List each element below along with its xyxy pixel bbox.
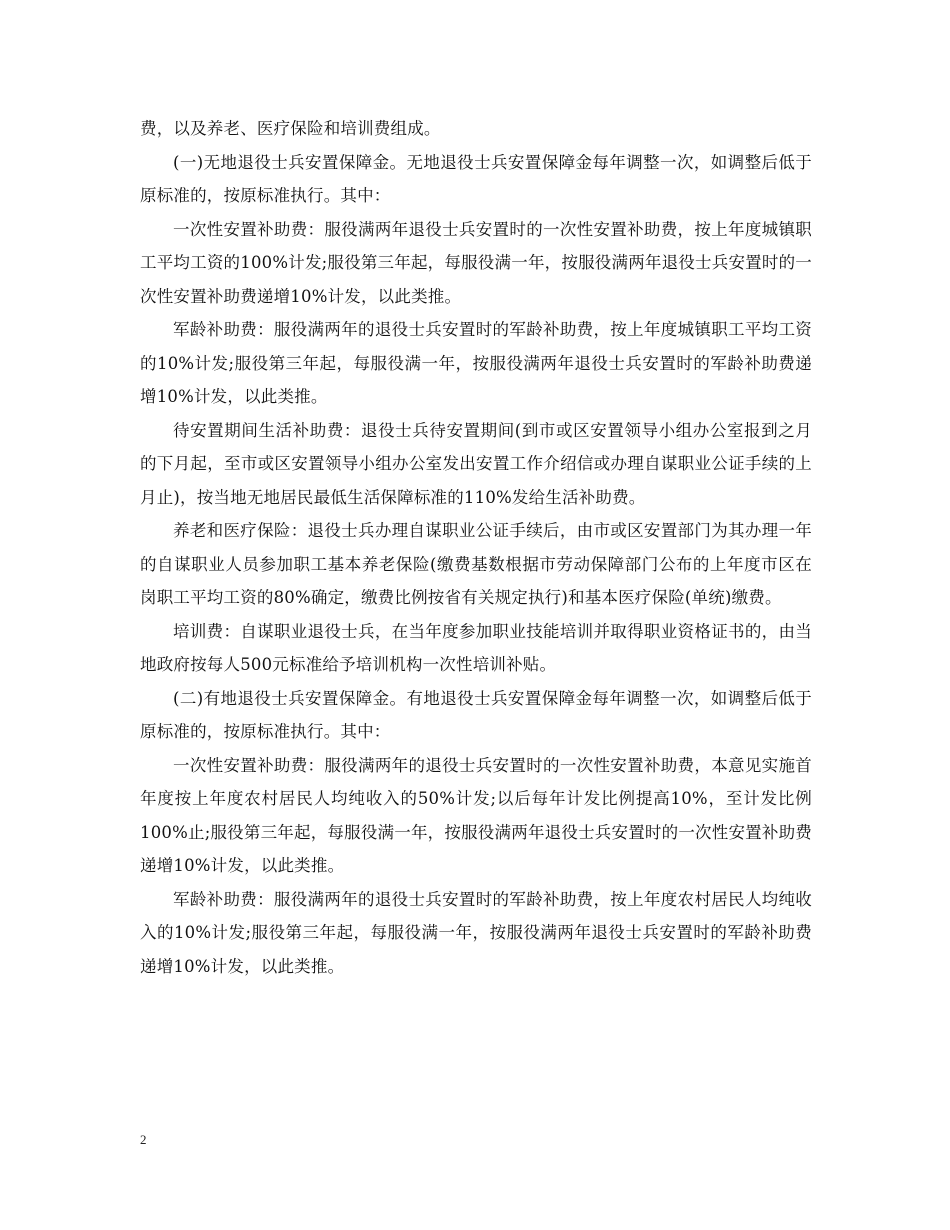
- paragraph-one-time-subsidy-urban: 一次性安置补助费：服役满两年退役士兵安置时的一次性安置补助费，按上年度城镇职工平均工资的100%计发;服役第三年起，每服役满一年，按服役满两年退役士兵安置时的一次性安置补助费递增10%计发，以此类推。: [140, 219, 812, 306]
- paragraph-section-1-heading: (一)无地退役士兵安置保障金。无地退役士兵安置保障金每年调整一次，如调整后低于原标准的，按原标准执行。其中：: [140, 152, 812, 205]
- paragraph-continuation: 费，以及养老、医疗保险和培训费组成。: [140, 119, 441, 138]
- paragraph-service-subsidy-rural: 军龄补助费：服役满两年的退役士兵安置时的军龄补助费，按上年度农村居民人均纯收入的10%计发;服役第三年起，每服役满一年，按服役满两年退役士兵安置时的军龄补助费递增10%计发，以此类推。: [140, 889, 812, 976]
- paragraph-service-subsidy-urban: 军龄补助费：服役满两年的退役士兵安置时的军龄补助费，按上年度城镇职工平均工资的10%计发;服役第三年起，每服役满一年，按服役满两年退役士兵安置时的军龄补助费递增10%计发，以此类推。: [140, 320, 812, 406]
- document-body: [140, 112, 812, 983]
- paragraph-section-2-heading: (二)有地退役士兵安置保障金。有地退役士兵安置保障金每年调整一次，如调整后低于原标准的，按原标准执行。其中：: [140, 688, 812, 741]
- paragraph-pension-medical: 养老和医疗保险：退役士兵办理自谋职业公证手续后，由市或区安置部门为其办理一年的自谋职业人员参加职工基本养老保险(缴费基数根据市劳动保障部门公布的上年度市区在岗职工平均工资的80%确定，缴费比例按省有关规定执行)和基本医疗保险(单统)缴费。: [140, 521, 812, 607]
- paragraph-training-fee: 培训费：自谋职业退役士兵，在当年度参加职业技能培训并取得职业资格证书的，由当地政府按每人500元标准给予培训机构一次性培训补贴。: [140, 621, 812, 674]
- paragraph-living-subsidy: 待安置期间生活补助费：退役士兵待安置期间(到市或区安置领导小组办公室报到之月的下月起，至市或区安置领导小组办公室发出安置工作介绍信或办理自谋职业公证手续的上月止)，按当地无地居民最低生活保障标准的110%发给生活补助费。: [140, 420, 812, 507]
- paragraph-one-time-subsidy-rural: 一次性安置补助费：服役满两年的退役士兵安置时的一次性安置补助费，本意见实施首年度按上年度农村居民人均纯收入的50%计发;以后每年计发比例提高10%，至计发比例100%止;服役第三年起，每服役满一年，按服役满两年退役士兵安置时的一次性安置补助费递增10%计发，以此类推。: [140, 755, 812, 875]
- page-number: 2: [140, 1132, 147, 1147]
